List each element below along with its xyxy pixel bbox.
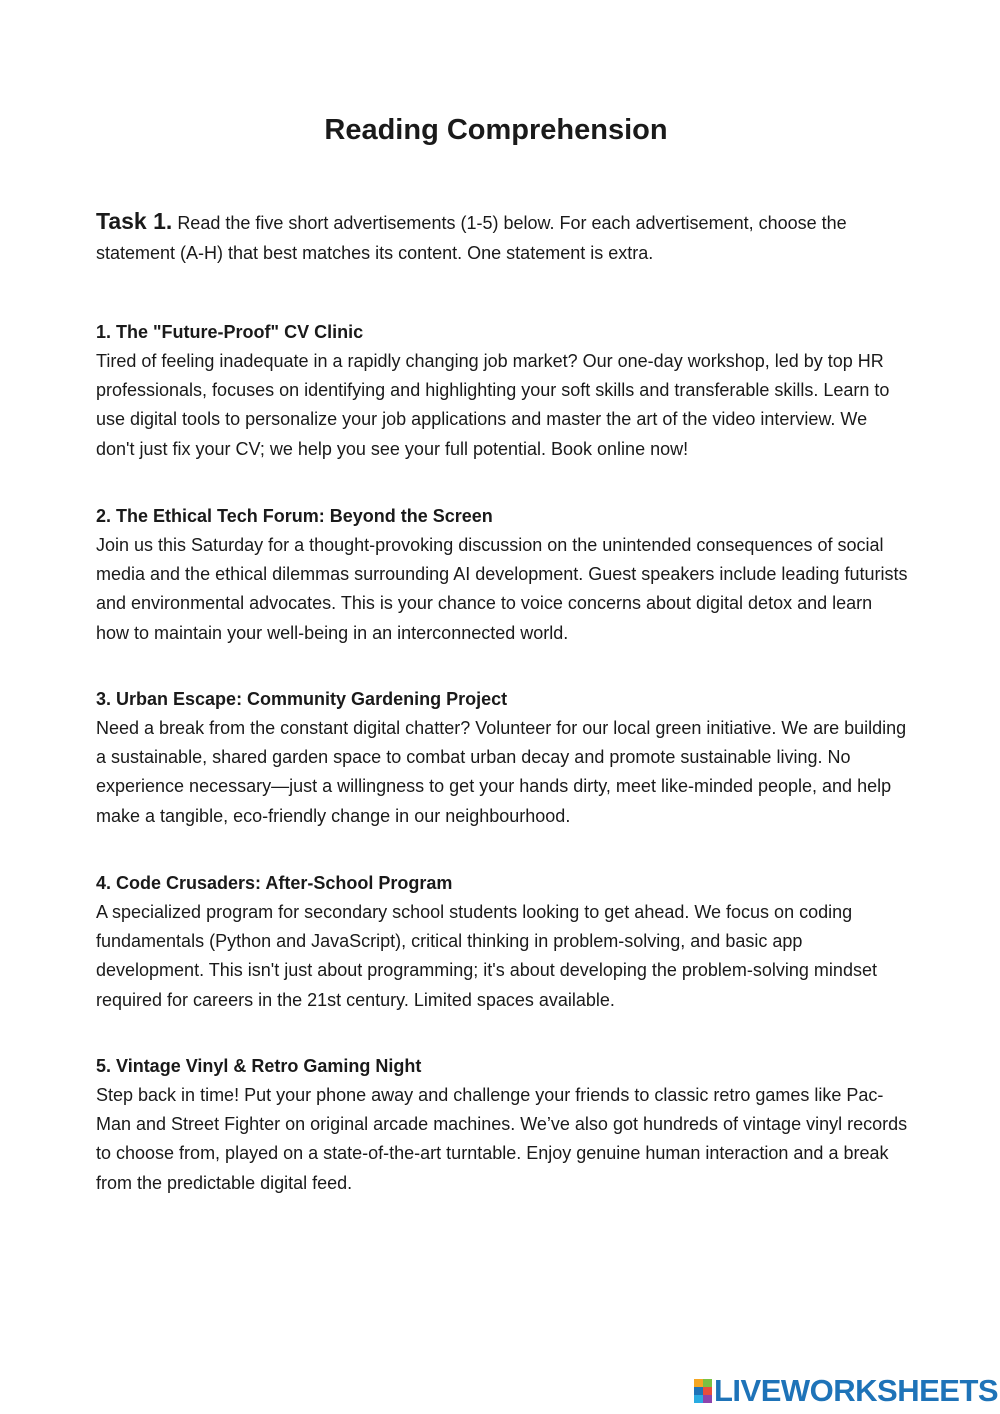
advertisement-title: 4. Code Crusaders: After-School Program xyxy=(96,873,453,893)
liveworksheets-logo-icon xyxy=(694,1379,712,1403)
page-title: Reading Comprehension xyxy=(324,114,668,146)
advertisement-body: Need a break from the constant digital chatter? Volunteer for our local green initiative. We are building a sustainable, shared garden space to combat urban decay and promote sustainable living. No experience necessary—just a willingness to get your hands dirty, meet like-minded people, and help make a tangible, eco-friendly change in our neighbourhood. xyxy=(96,718,907,826)
advertisement-body: Join us this Saturday for a thought-provoking discussion on the unintended consequences of social media and the ethical dilemmas surrounding AI development. Guest speakers include leading futurists and environmental advocates. This is your chance to voice concerns about digital detox and learn how to maintain your well-being in an interconnected world. xyxy=(96,535,908,643)
logo-tile xyxy=(703,1379,712,1387)
advertisement-1 xyxy=(96,318,908,464)
logo-text: LIVEWORKSHEETS xyxy=(714,1373,999,1408)
logo-tile xyxy=(694,1379,703,1387)
task-text: Read the five short advertisements (1-5) below. For each advertisement, choose the statement (A-H) that best matches its content. One statement is extra. xyxy=(96,213,847,263)
logo-tile xyxy=(703,1387,712,1395)
task-instructions xyxy=(96,206,906,268)
advertisement-title: 5. Vintage Vinyl & Retro Gaming Night xyxy=(96,1056,422,1076)
advertisement-5 xyxy=(96,1052,908,1198)
advertisement-body: Tired of feeling inadequate in a rapidly changing job market? Our one-day workshop, led by top HR professionals, focuses on identifying and highlighting your soft skills and transferable skills. Learn to use digital tools to personalize your job applications and master the art of the video interview. We don't just fix your CV; we help you see your full potential. Book online now! xyxy=(96,351,890,459)
advertisement-4 xyxy=(96,869,908,1015)
advertisement-2 xyxy=(96,502,908,648)
advertisement-3 xyxy=(96,685,908,831)
advertisement-title: 2. The Ethical Tech Forum: Beyond the Screen xyxy=(96,506,493,526)
advertisement-title: 1. The "Future-Proof" CV Clinic xyxy=(96,322,364,342)
logo-tile xyxy=(694,1395,703,1403)
logo-tile xyxy=(694,1387,703,1395)
liveworksheets-logo[interactable] xyxy=(694,1374,998,1408)
advertisement-body: A specialized program for secondary school students looking to get ahead. We focus on coding fundamentals (Python and JavaScript), critical thinking in problem-solving, and basic app development. This isn't just about programming; it's about developing the problem-solving mindset required for careers in the 21st century. Limited spaces available. xyxy=(96,902,877,1010)
advertisement-title: 3. Urban Escape: Community Gardening Project xyxy=(96,689,508,709)
task-label: Task 1. xyxy=(96,208,173,234)
logo-tile xyxy=(703,1395,712,1403)
advertisement-body: Step back in time! Put your phone away and challenge your friends to classic retro games like Pac-Man and Street Fighter on original arcade machines. We’ve also got hundreds of vintage vinyl records to choose from, played on a state-of-the-art turntable. Enjoy genuine human interaction and a break from the predictable digital feed. xyxy=(96,1085,908,1193)
